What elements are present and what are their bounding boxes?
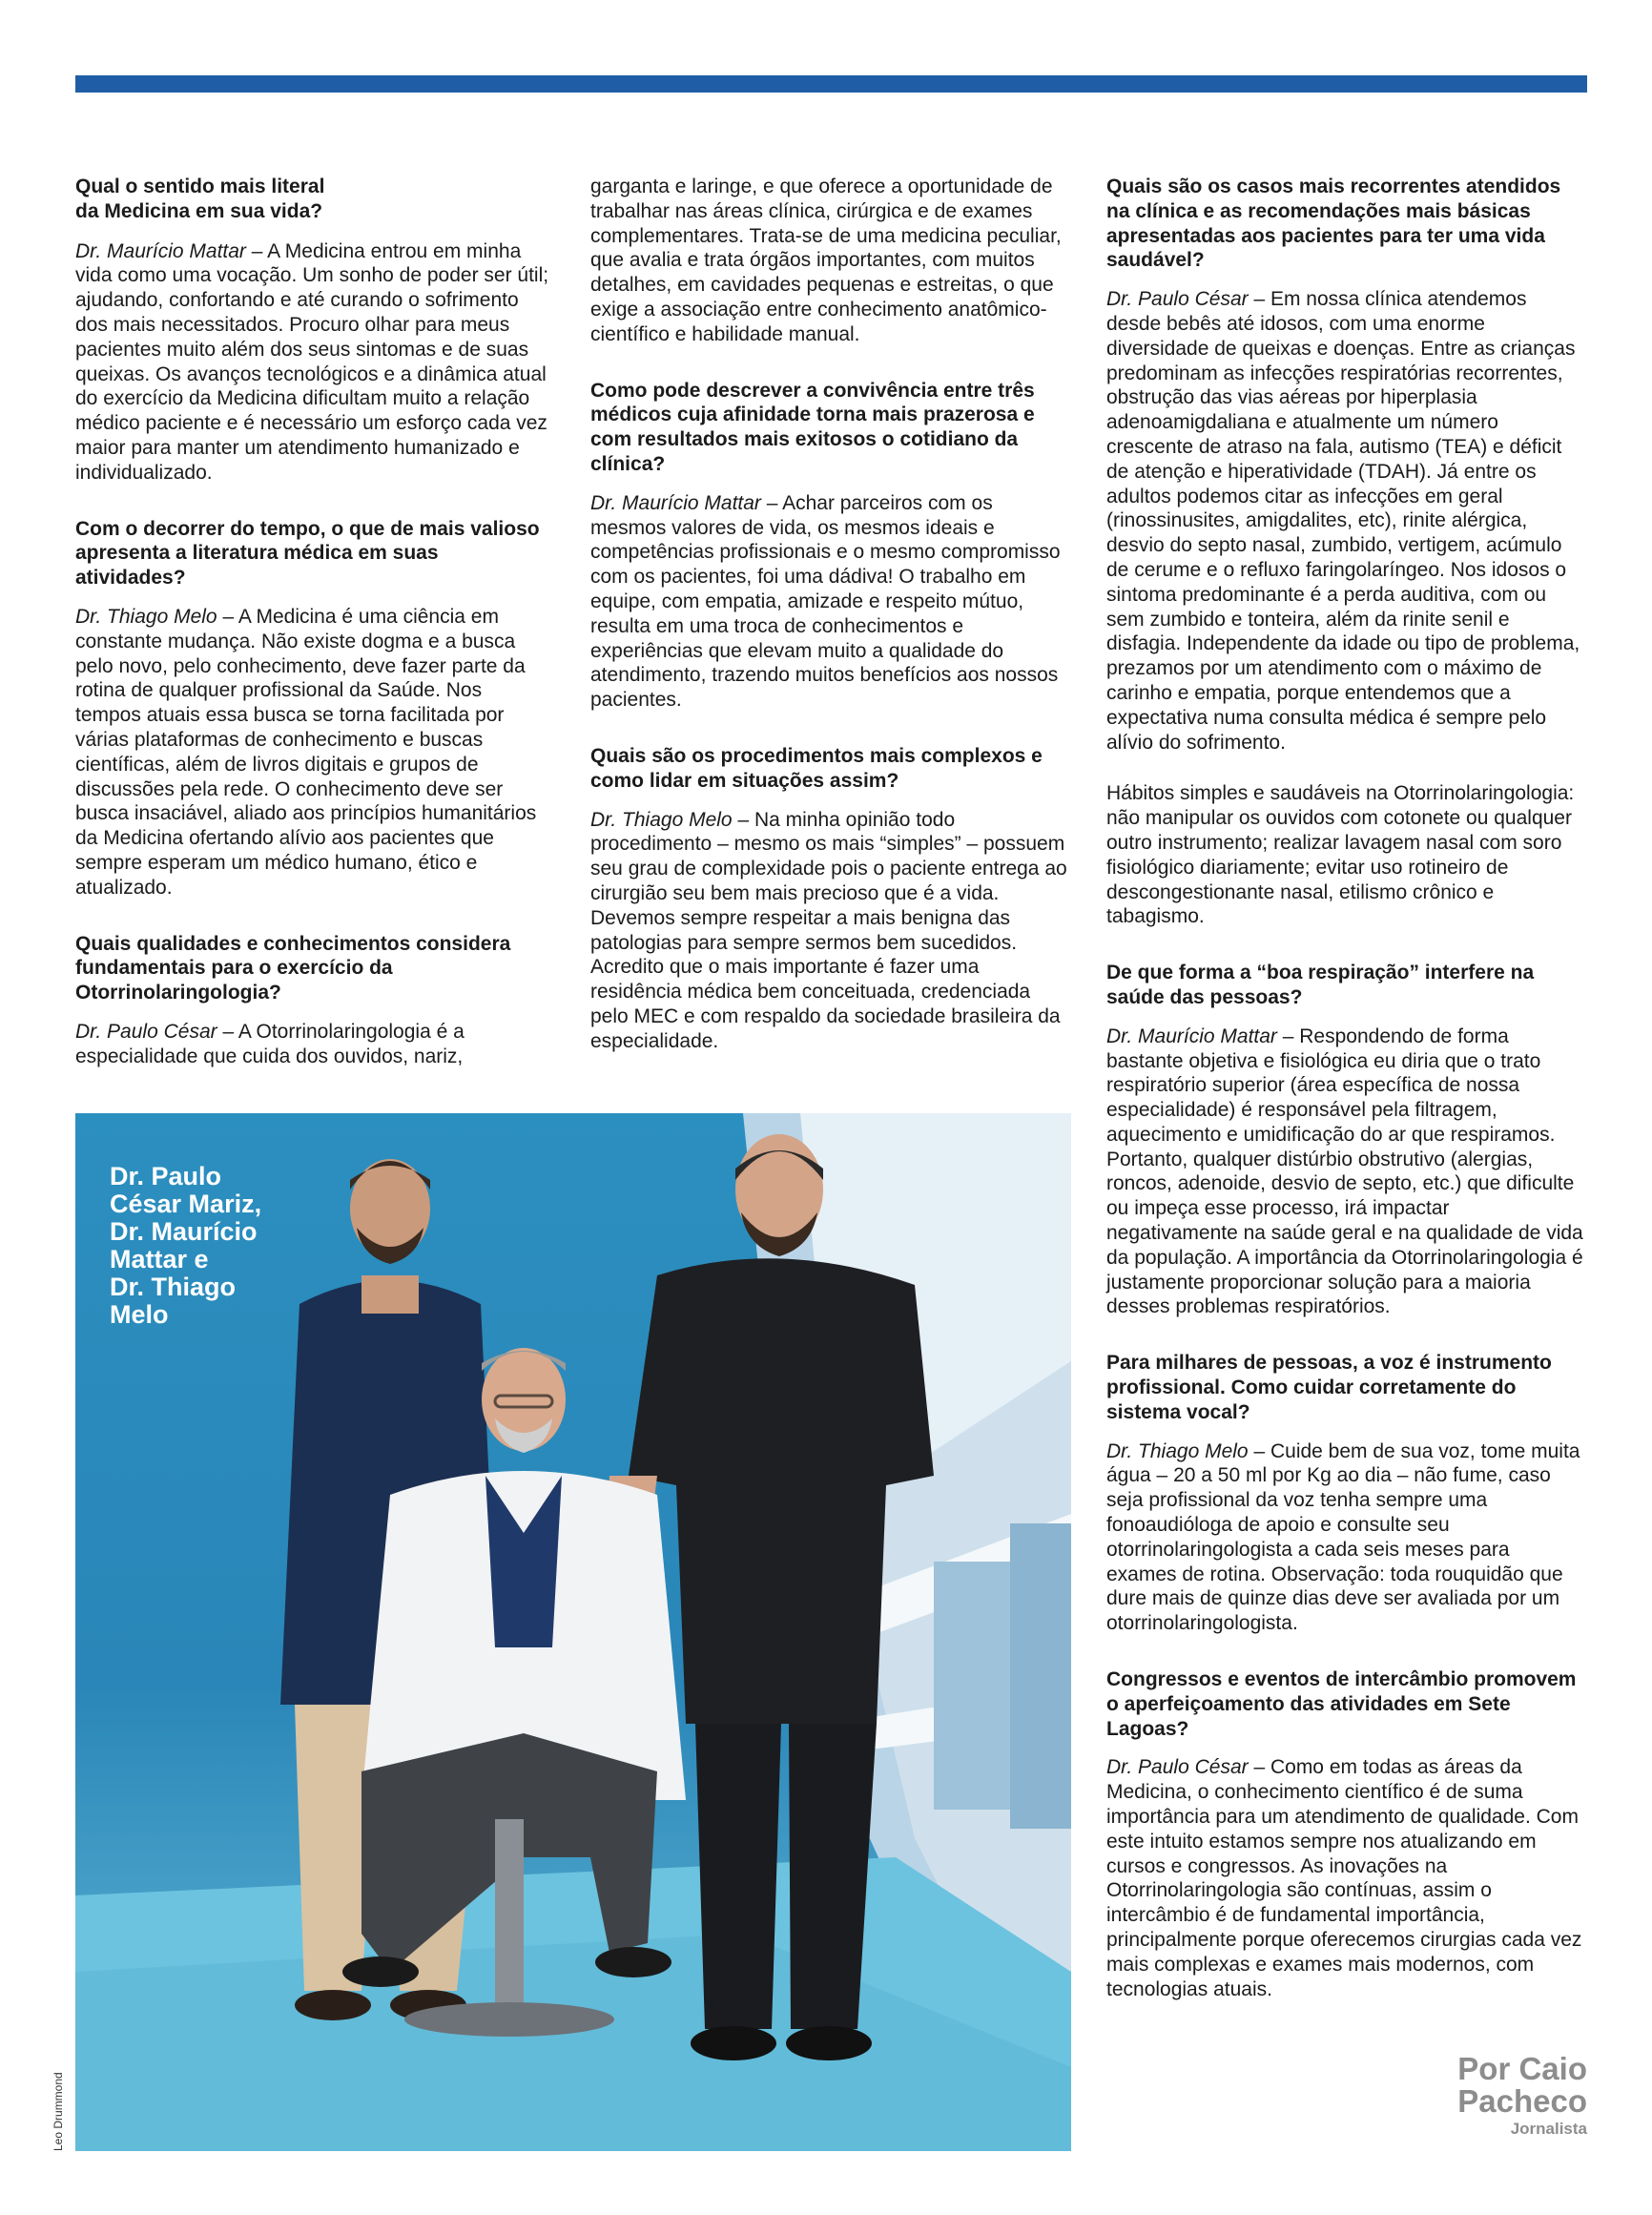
answer-paragraph	[75, 1020, 552, 1069]
question-heading: Como pode descrever a convivência entre três médicos cuja afinidade torna mais prazerosa e com resultados mais exitosos o cotidiano da clínica?	[590, 379, 1035, 475]
author-byline	[1457, 2053, 1587, 2139]
speaker-name: Dr. Thiago Melo	[590, 808, 733, 831]
speaker-name: Dr. Paulo César	[75, 1020, 217, 1043]
answer-paragraph	[1106, 1025, 1583, 1320]
photo-credit: Leo Drummond	[52, 2072, 65, 2151]
question-heading: Para milhares de pessoas, a voz é instrumento profissional. Como cuidar corretamente do sistema vocal?	[1106, 1352, 1552, 1423]
top-accent-bar	[75, 75, 1587, 93]
article-column-1	[75, 175, 552, 1069]
answer-text: – Respondendo de forma bastante objetiva e fisiológica eu diria que o trato respiratório superior (área específica de nossa especialidade) é responsável pela filtragem, aquecimento e umidificação do ar que respiramos. Portanto, qualquer distúrbio obstrutivo (alergias, roncos, adenoide, desvio de septo, etc.) que dificulte ou impeça esse processo, irá impactar negativamente na saúde geral e na qualidade de vida da população. A importância da Otorrinolaringologia é justamente proporcionar solução para a maioria desses problemas respiratórios.	[1106, 1025, 1583, 1318]
speaker-name: Dr. Paulo César	[1106, 288, 1249, 311]
speaker-name: Dr. Maurício Mattar	[75, 239, 246, 262]
article-column-2	[590, 175, 1067, 1054]
question-heading: Quais qualidades e conhecimentos considera fundamentais para o exercício da Otorrinolaringologia?	[75, 932, 511, 1004]
answer-text: – Em nossa clínica atendemos desde bebês até idosos, com uma enorme diversidade de queixas e doenças. Entre as crianças predominam as infecções respiratórias recorrentes, obstrução das vias aéreas por hiperplasia adenoamigdaliana e atualmente um número crescente de atraso na fala, autismo (TEA) e déficit de atenção e hiperatividade (TDAH). Já entre os adultos podemos citar as infecções em geral (rinossinusites, amigdalites, etc), rinite alérgica, desvio do septo nasal, zumbido, vertigem, acúmulo de cerume e o refluxo faringolaríngeo. Nos idosos o sintoma predominante é a perda auditiva, com ou sem zumbido e tonteira, além da rinite senil e disfagia. Independente da idade ou tipo de problema, prezamos por um atendimento com o máximo de carinho e empatia, porque entendemos que a expectativa numa consulta médica é sempre pelo alívio do sofrimento.	[1106, 288, 1580, 754]
answer-text: – A Medicina entrou em minha vida como uma vocação. Um sonho de poder ser útil; ajudando, confortando e até curando o sofrimento dos mais necessitados. Procuro olhar para meus pacientes muito além dos seus sintomas e de suas queixas. Os avanços tecnológicos e a dinâmica atual do exercício da Medicina dificultam muito a relação médico paciente e é necessário um esforço cada vez maior para manter um atendimento humanizado e individualizado.	[75, 239, 549, 484]
answer-continuation: garganta e laringe, e que oferece a oportunidade de trabalhar nas áreas clínica, cirúrgica e de exames complementares. Trata-se de uma medicina peculiar, que avalia e trata órgãos importantes, com muitos detalhes, em cavidades pequenas e estreitas, o que exige a associação entre conhecimento anatômico-científico e habilidade manual.	[590, 176, 1062, 345]
author-role: Jornalista	[1510, 2120, 1587, 2138]
answer-text: – Achar parceiros com os mesmos valores de vida, os mesmos ideais e competências profissionais e o mesmo compromisso com os pacientes, foi uma dádiva! O trabalho em equipe, com empatia, amizade e respeito mútuo, resulta em uma troca de conhecimentos e experiências que elevam muito a qualidade do atendimento, trazendo muitos benefícios aos nossos pacientes.	[590, 491, 1061, 712]
speaker-name: Dr. Maurício Mattar	[1106, 1025, 1277, 1047]
answer-paragraph	[590, 808, 1067, 1054]
question-heading: Congressos e eventos de intercâmbio promovem o aperfeiçoamento das atividades em Sete Lagoas?	[1106, 1668, 1577, 1740]
photo-caption: Dr. Paulo César Mariz, Dr. Maurício Mattar e Dr. Thiago Melo	[110, 1162, 262, 1329]
doctors-photo	[75, 1113, 1071, 2151]
speaker-name: Dr. Maurício Mattar	[590, 491, 761, 514]
answer-paragraph	[1106, 287, 1583, 755]
answer-text: – A Otorrinolaringologia é a especialidade que cuida dos ouvidos, nariz,	[75, 1020, 465, 1067]
answer-paragraph	[75, 605, 552, 900]
question-heading: Quais são os procedimentos mais complexos e como lidar em situações assim?	[590, 744, 1043, 792]
answer-paragraph	[1106, 1439, 1583, 1636]
article-column-3	[1106, 175, 1583, 2001]
answer-paragraph	[1106, 1755, 1583, 2001]
author-name: Por Caio Pacheco	[1457, 2051, 1587, 2119]
healthy-habits-paragraph: Hábitos simples e saudáveis na Otorrinolaringologia: não manipular os ouvidos com cotonete ou qualquer outro instrumento; realizar lavagem nasal com soro fisiológico diariamente; evitar uso rotineiro de descongestionante nasal, etilismo crônico e tabagismo.	[1106, 782, 1575, 928]
answer-paragraph	[590, 491, 1067, 713]
speaker-name: Dr. Thiago Melo	[1106, 1439, 1249, 1462]
answer-text: – Como em todas as áreas da Medicina, o conhecimento científico é de suma importância para um atendimento de qualidade. Com este intuito estamos sempre nos atualizando em cursos e congressos. As inovações na Otorrinolaringologia são contínuas, assim o intercâmbio é de fundamental importância, principalmente porque oferecemos cirurgias cada vez mais complexas e exames mais modernos, com tecnologias atuais.	[1106, 1756, 1582, 2000]
answer-paragraph	[75, 239, 552, 486]
speaker-name: Dr. Thiago Melo	[75, 605, 217, 628]
answer-text: – A Medicina é uma ciência em constante mudança. Não existe dogma e a busca pelo novo, pelo conhecimento, deve fazer parte da rotina de qualquer profissional da Saúde. Nos tempos atuais essa busca se torna facilitada por várias plataformas de conhecimento e buscas científicas, além de livros digitais e grupos de discussões pela rede. O conhecimento deve ser busca insaciável, aliado aos princípios humanitários da Medicina ofertando alívio aos pacientes que sempre esperam um médico humano, ético e atualizado.	[75, 605, 537, 899]
question-heading: Quais são os casos mais recorrentes atendidos na clínica e as recomendações mais básicas apresentadas aos pacientes para ter uma vida saudável?	[1106, 176, 1561, 272]
speaker-name: Dr. Paulo César	[1106, 1756, 1249, 1779]
question-heading: De que forma a “boa respiração” interfere na saúde das pessoas?	[1106, 962, 1535, 1008]
answer-text: – Cuide bem de sua voz, tome muita água – 20 a 50 ml por Kg ao dia – não fume, caso seja profissional da voz tenha sempre uma fonoaudióloga de apoio e consulte seu otorrinolaringologista a cada seis meses para exames de rotina. Observação: toda rouquidão que dure mais de quinze dias deve ser avaliada por um otorrinolaringologista.	[1106, 1439, 1580, 1635]
answer-text: – Na minha opinião todo procedimento – mesmo os mais “simples” – possuem seu grau de complexidade pois o paciente entrega ao cirurgião seu bem mais precioso que é a vida. Devemos sempre respeitar a mais benigna das patologias para sempre sermos bem sucedidos. Acredito que o mais importante é fazer uma residência médica bem conceituada, credenciada pelo MEC e com respaldo da sociedade brasileira da especialidade.	[590, 808, 1067, 1052]
question-heading: Com o decorrer do tempo, o que de mais valioso apresenta a literatura médica em suas atividades?	[75, 517, 540, 590]
question-heading: Qual o sentido mais literal da Medicina em sua vida?	[75, 176, 325, 222]
